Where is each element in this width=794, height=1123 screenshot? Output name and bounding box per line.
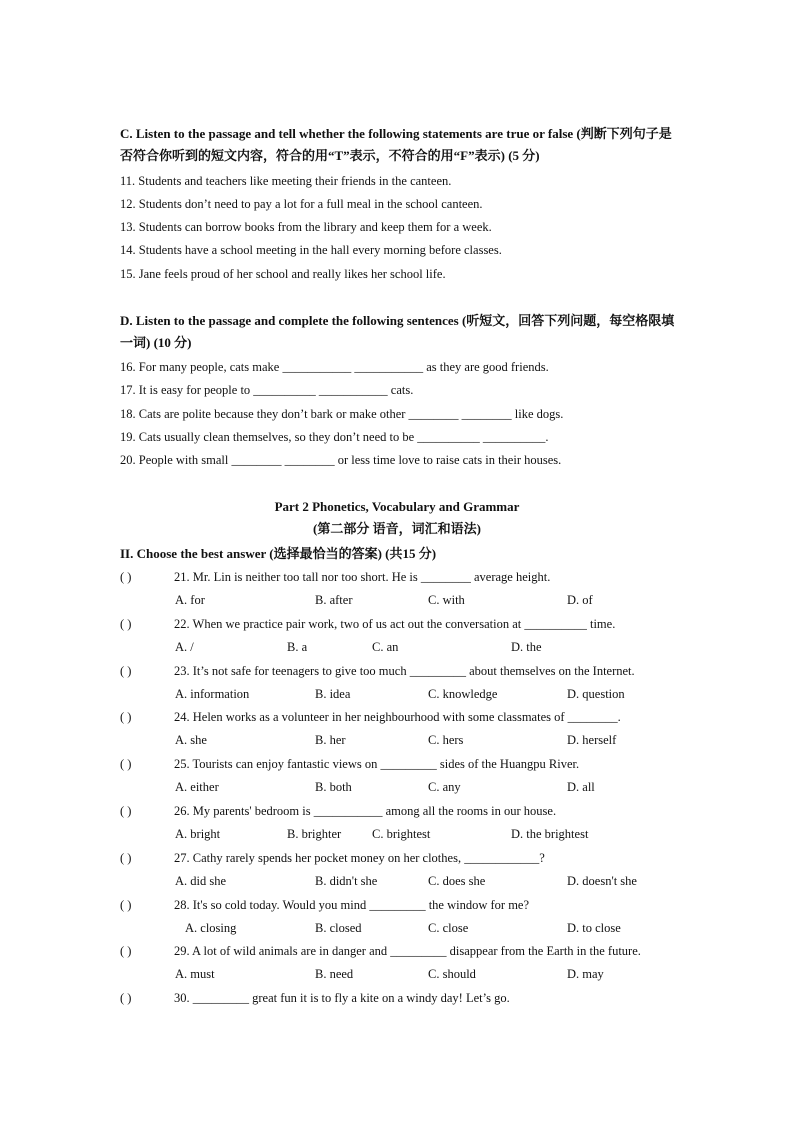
option-d[interactable]: D. all <box>567 780 595 795</box>
statement-15: 15. Jane feels proud of her school and really likes her school life. <box>120 267 446 281</box>
option-b[interactable]: B. closed <box>315 920 362 935</box>
part2-title: Part 2 Phonetics, Vocabulary and Grammar <box>274 499 520 514</box>
answer-bracket[interactable]: ( ) <box>120 663 132 678</box>
option-d[interactable]: D. of <box>567 593 593 607</box>
statement-14: 14. Students have a school meeting in the hall every morning before classes. <box>120 243 502 257</box>
sentence-20: 20. People with small ________ ________ or less time love to raise cats in their houses. <box>120 453 562 467</box>
option-b[interactable]: B. idea <box>315 686 351 701</box>
option-d[interactable]: D. doesn't she <box>567 873 637 888</box>
statement-12: 12. Students don’t need to pay a lot for a full meal in the school canteen. <box>120 197 483 211</box>
section-ii-heading: II. Choose the best answer (选择最恰当的答案) (共15 分) <box>120 546 437 561</box>
option-c[interactable]: C. should <box>428 967 476 982</box>
option-d[interactable]: D. to close <box>567 920 621 935</box>
option-c[interactable]: C. knowledge <box>428 686 498 701</box>
option-b[interactable]: B. need <box>315 967 354 982</box>
question-21 <box>120 568 700 586</box>
part2-subtitle: (第二部分 语音，词汇和语法) <box>313 521 481 536</box>
question-stem: 29. A lot of wild animals are in danger and _________ disappear from the Earth in the future. <box>174 944 641 959</box>
question-stem: 26. My parents' bedroom is ___________ among all the rooms in our house. <box>174 804 557 818</box>
option-c[interactable]: C. an <box>372 639 399 654</box>
option-d[interactable]: D. the <box>511 639 542 654</box>
answer-bracket[interactable]: ( ) <box>120 804 132 818</box>
option-c[interactable]: C. with <box>428 593 465 607</box>
question-29 <box>120 942 700 960</box>
option-c[interactable]: C. close <box>428 920 469 935</box>
option-a[interactable]: A. closing <box>185 920 237 935</box>
question-30 <box>120 989 700 1007</box>
question-22 <box>120 615 700 633</box>
option-a[interactable]: A. she <box>175 733 207 748</box>
option-d[interactable]: D. may <box>567 967 604 982</box>
option-d[interactable]: D. herself <box>567 733 617 748</box>
option-a[interactable]: A. must <box>175 967 215 982</box>
question-stem: 24. Helen works as a volunteer in her neighbourhood with some classmates of ________. <box>174 710 621 725</box>
option-c[interactable]: C. any <box>428 780 461 795</box>
answer-bracket[interactable]: ( ) <box>120 757 132 772</box>
question-27 <box>120 849 700 867</box>
option-a[interactable]: A. bright <box>175 827 221 841</box>
option-b[interactable]: B. after <box>315 593 353 607</box>
sentence-17: 17. It is easy for people to __________ ___________ cats. <box>120 383 414 397</box>
sentence-19: 19. Cats usually clean themselves, so they don’t need to be __________ __________. <box>120 430 549 444</box>
question-stem: 28. It's so cold today. Would you mind _________ the window for me? <box>174 897 530 912</box>
option-b[interactable]: B. didn't she <box>315 873 378 888</box>
section-d-heading: D. Listen to the passage and complete the following sentences (听短文，回答下列问题，每空格限填一词) (10 分) <box>120 313 675 350</box>
section-c-heading: C. Listen to the passage and tell whether the following statements are true or false (判断下列句子是否符合你听到的短文内容，符合的用“T”表示，不符合的用“F”表示) (5 分) <box>120 126 672 163</box>
option-a[interactable]: A. either <box>175 780 219 795</box>
question-stem: 21. Mr. Lin is neither too tall nor too short. He is ________ average height. <box>174 570 551 584</box>
answer-bracket[interactable]: ( ) <box>120 944 132 959</box>
question-28 <box>120 896 700 914</box>
option-a[interactable]: A. for <box>175 593 205 607</box>
question-stem: 25. Tourists can enjoy fantastic views on _________ sides of the Huangpu River. <box>174 757 580 772</box>
question-25 <box>120 755 700 773</box>
option-a[interactable]: A. did she <box>175 873 227 888</box>
option-d[interactable]: D. question <box>567 686 625 701</box>
answer-bracket[interactable]: ( ) <box>120 710 132 725</box>
question-stem: 22. When we practice pair work, two of us act out the conversation at __________ time. <box>174 616 616 631</box>
answer-bracket[interactable]: ( ) <box>120 897 132 912</box>
question-26 <box>120 802 700 820</box>
statement-11: 11. Students and teachers like meeting their friends in the canteen. <box>120 174 452 188</box>
statement-13: 13. Students can borrow books from the library and keep them for a week. <box>120 220 492 234</box>
question-23 <box>120 662 700 680</box>
question-stem: 23. It’s not safe for teenagers to give too much _________ about themselves on the Internet. <box>174 663 635 678</box>
question-stem: 30. _________ great fun it is to fly a kite on a windy day! Let’s go. <box>174 991 510 1006</box>
answer-bracket[interactable]: ( ) <box>120 570 132 584</box>
question-24 <box>120 708 700 726</box>
answer-bracket[interactable]: ( ) <box>120 991 132 1006</box>
option-b[interactable]: B. brighter <box>287 827 342 841</box>
option-a[interactable]: A. information <box>175 686 250 701</box>
option-c[interactable]: C. hers <box>428 733 464 748</box>
answer-bracket[interactable]: ( ) <box>120 616 132 631</box>
option-a[interactable]: A. / <box>175 639 194 654</box>
sentence-16: 16. For many people, cats make ___________ ___________ as they are good friends. <box>120 360 549 374</box>
option-b[interactable]: B. her <box>315 733 346 748</box>
option-c[interactable]: C. does she <box>428 873 486 888</box>
sentence-18: 18. Cats are polite because they don’t bark or make other ________ ________ like dogs. <box>120 407 564 421</box>
option-d[interactable]: D. the brightest <box>511 827 589 841</box>
question-stem: 27. Cathy rarely spends her pocket money on her clothes, ____________? <box>174 850 545 865</box>
option-b[interactable]: B. a <box>287 639 308 654</box>
option-b[interactable]: B. both <box>315 780 352 795</box>
option-c[interactable]: C. brightest <box>372 827 431 841</box>
answer-bracket[interactable]: ( ) <box>120 850 132 865</box>
